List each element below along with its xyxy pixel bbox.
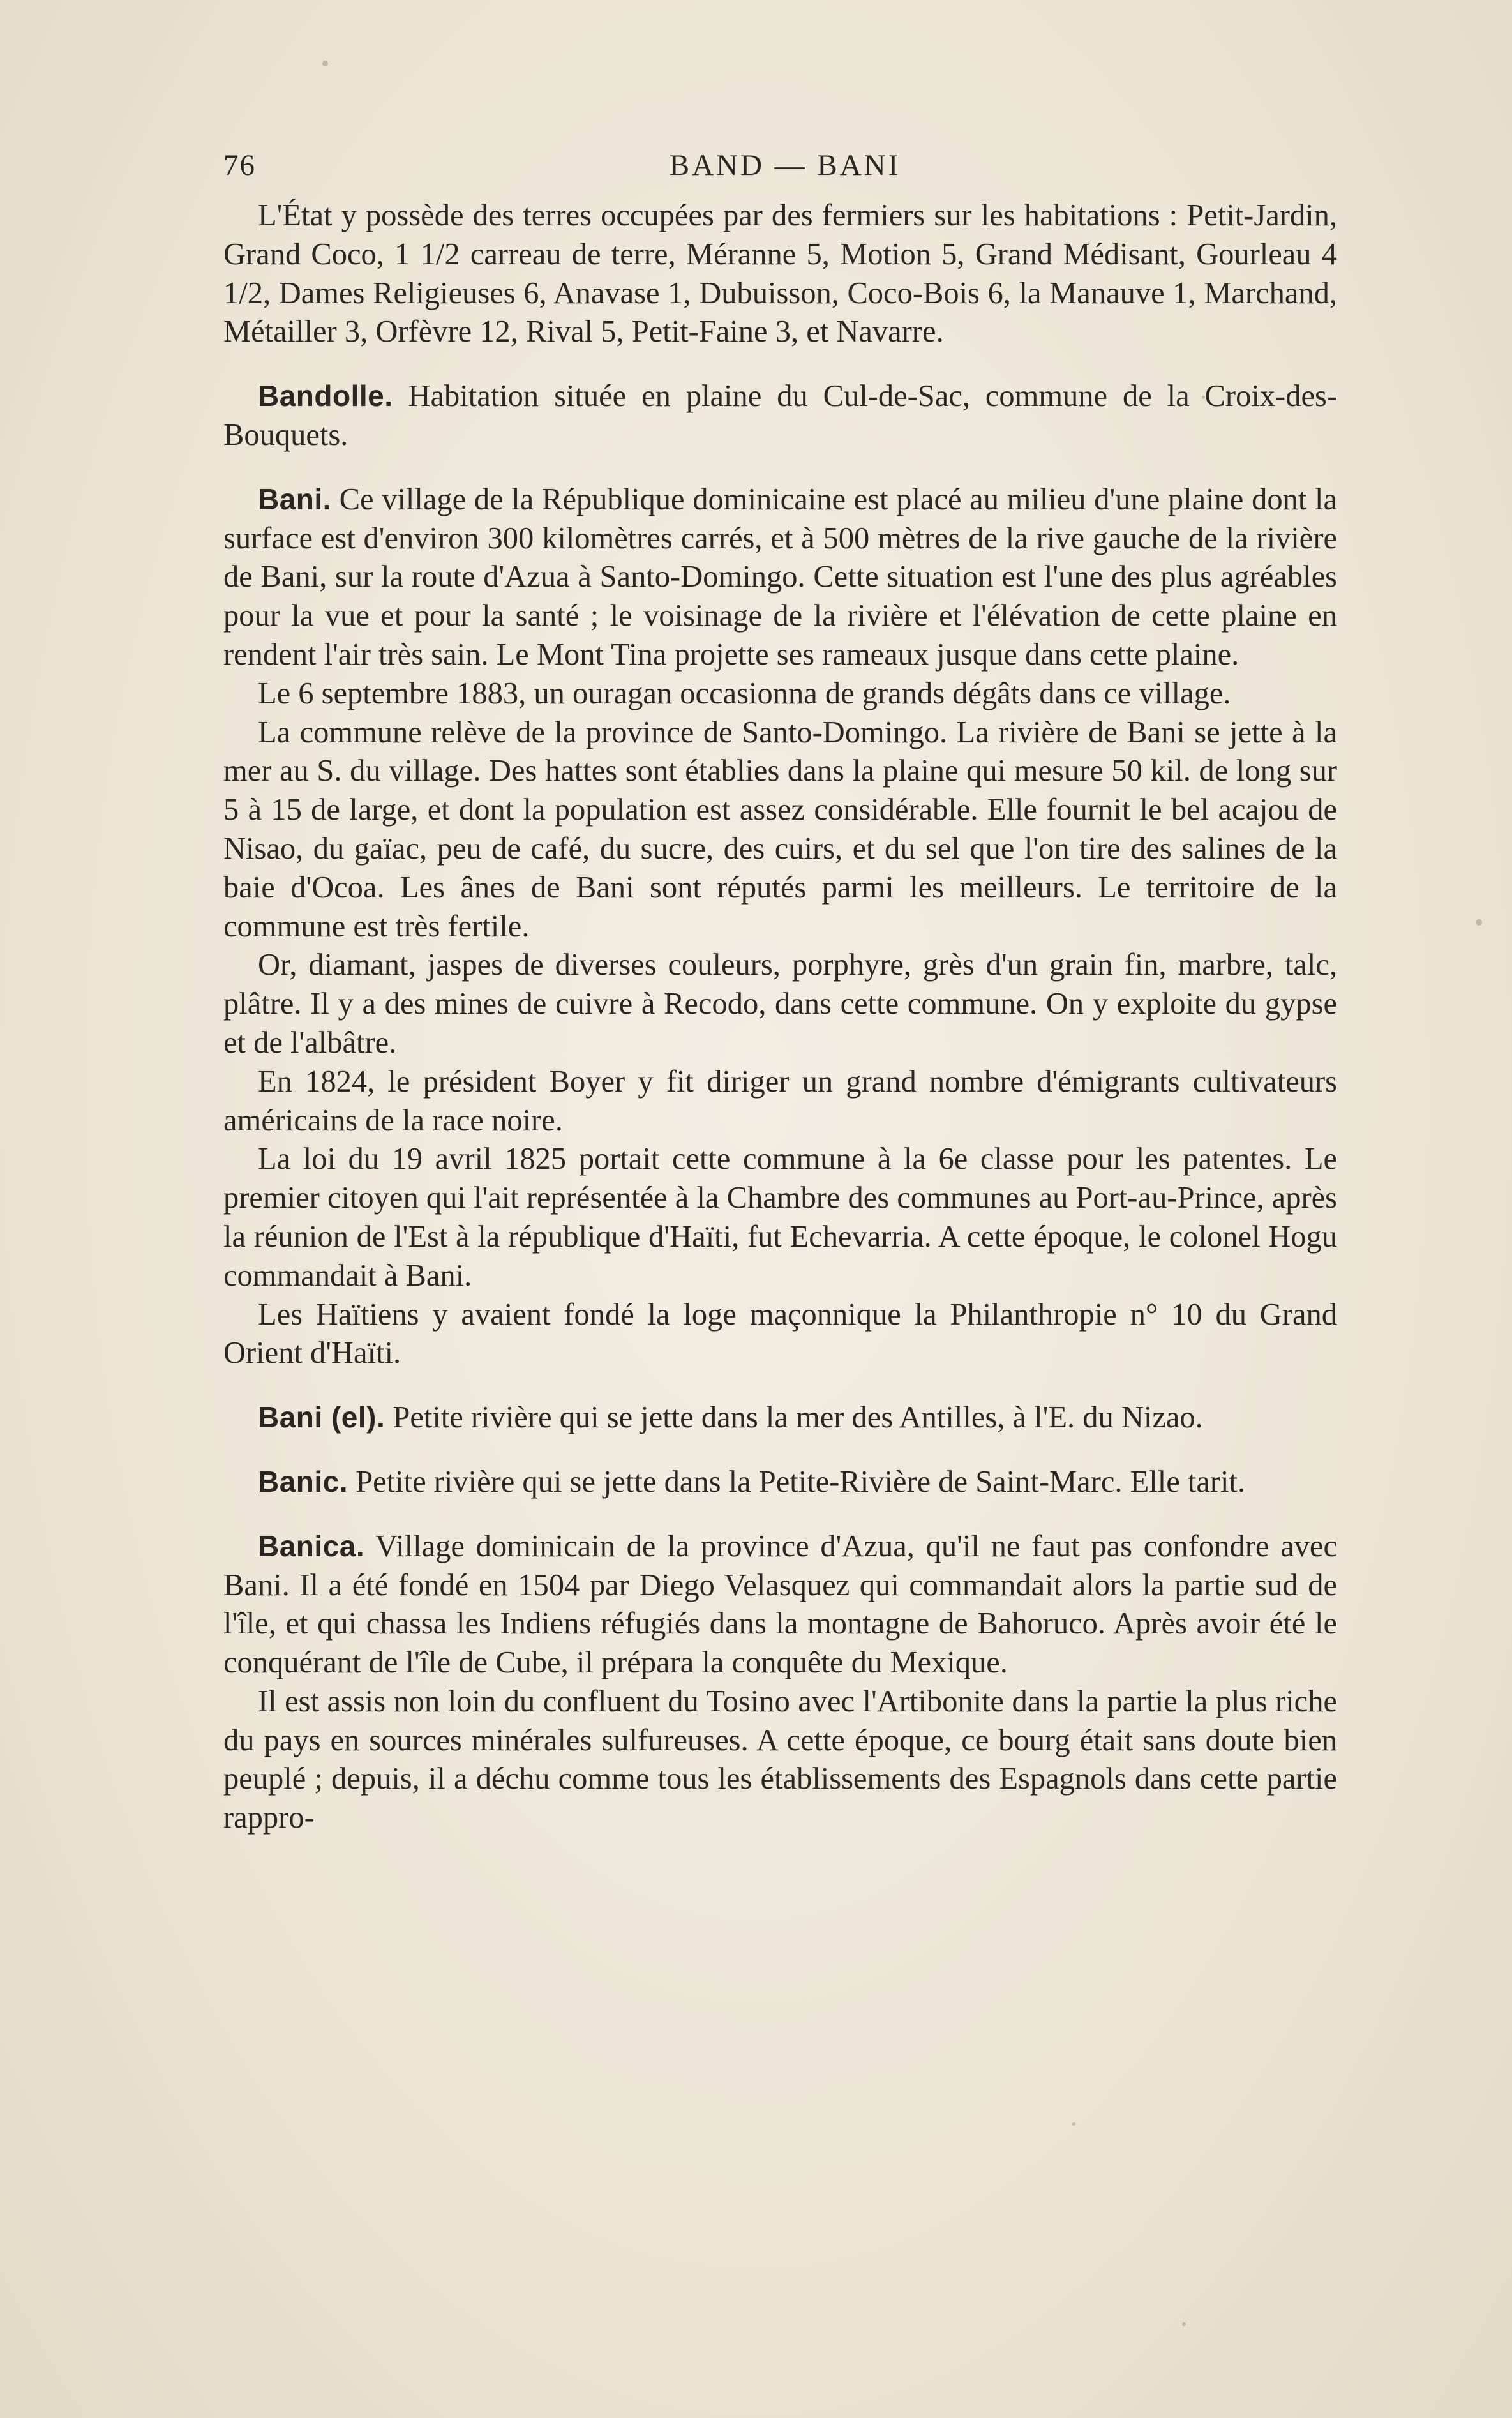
entry-text: Petite rivière qui se jette dans la Petite-Rivière de Saint-Marc. Elle tarit. [348,1464,1246,1499]
entry-headword: Bandolle. [258,379,393,413]
paper-speck [1476,919,1482,926]
paragraph: Il est assis non loin du confluent du Tosino avec l'Artibonite dans la partie la plus riche du pays en sources minérales sulfureuses. A cette époque, ce bourg était sans doute bien peuplé ; depuis, il a déchu comme tous les établissements des Espagnols dans cette partie rappro- [223,1684,1337,1835]
dictionary-entry [223,377,1337,455]
entry-headword: Bani. [258,482,331,516]
paragraph: Or, diamant, jaspes de diverses couleurs, porphyre, grès d'un grain fin, marbre, talc, plâtre. Il y a des mines de cuivre à Recodo, dans cette commune. On y exploite du gypse et de l'albâtre. [223,948,1337,1060]
paragraph: Les Haïtiens y avaient fondé la loge maçonnique la Philanthropie n° 10 du Grand Orient d'Haïti. [223,1297,1337,1370]
entry-text: Habitation située en plaine du Cul-de-Sac, commune de la Croix-des-Bouquets. [223,379,1337,452]
entry-headword: Bani (el). [258,1400,385,1434]
paragraph: L'État y possède des terres occupées par des fermiers sur les habitations : Petit-Jardin, Grand Coco, 1 1/2 carreau de terre, Méranne 5, Motion 5, Grand Médisant, Gourleau 4 1/2, Dames Religieuses 6, Anavase 1, Dubuisson, Coco-Bois 6, la Manauve 1, Marchand, Métailler 3, Orfèvre 12, Rival 5, Petit-Faine 3, et Navarre. [223,199,1337,349]
paragraph: En 1824, le président Boyer y fit diriger un grand nombre d'émigrants cultivateurs américains de la race noire. [223,1064,1337,1138]
dictionary-entry [223,1398,1337,1438]
entry-text: Petite rivière qui se jette dans la mer des Antilles, à l'E. du Nizao. [385,1400,1203,1435]
entry-headword: Banica. [258,1529,365,1563]
paper-speck [1072,2122,1075,2126]
paragraph: Le 6 septembre 1883, un ouragan occasionna de grands dégâts dans ce village. [258,676,1231,710]
dictionary-entry [223,1527,1337,1683]
entry-headword: Banic. [258,1464,348,1498]
body-text [223,197,1337,1838]
page-number: 76 [223,149,256,182]
dictionary-entry [223,480,1337,675]
running-head: BAND — BANI [669,149,901,182]
paper-speck [322,61,328,66]
page-header [223,148,1347,193]
paragraph: La commune relève de la province de Santo-Domingo. La rivière de Bani se jette à la mer au S. du village. Des hattes sont établies dans la plaine qui mesure 50 kil. de long sur 5 à 15 de large, et dont la population est assez considérable. Elle fournit le bel acajou de Nisao, du gaïac, peu de café, du sucre, des cuirs, et du sel que l'on tire des salines de la baie d'Ocoa. Les ânes de Bani sont réputés parmi les meilleurs. Le territoire de la commune est très fertile. [223,715,1337,943]
dictionary-entry [223,1462,1337,1502]
entry-text: Ce village de la République dominicaine est placé au milieu d'une plaine dont la surface est d'environ 300 kilomètres carrés, et à 500 mètres de la rive gauche de la rivière de Bani, sur la route d'Azua à Santo-Domingo. Cette situation est l'une des plus agréables pour la vue et pour la santé ; le voisinage de la rivière et l'élévation de cette plaine en rendent l'air très sain. Le Mont Tina projette ses rameaux jusque dans cette plaine. [223,482,1337,672]
paper-speck [1182,2322,1186,2326]
entry-text: Village dominicain de la province d'Azua, qu'il ne faut pas confondre avec Bani. Il a été fondé en 1504 par Diego Velasquez qui commandait alors la partie sud de l'île, et qui chassa les Indiens réfugiés dans la montagne de Bahoruco. Après avoir été le conquérant de l'île de Cube, il prépara la conquête du Mexique. [223,1529,1337,1680]
paragraph: La loi du 19 avril 1825 portait cette commune à la 6e classe pour les patentes. Le premier citoyen qui l'ait représentée à la Chambre des communes au Port-au-Prince, après la réunion de l'Est à la république d'Haïti, fut Echevarria. A cette époque, le colonel Hogu commandait à Bani. [223,1142,1337,1293]
